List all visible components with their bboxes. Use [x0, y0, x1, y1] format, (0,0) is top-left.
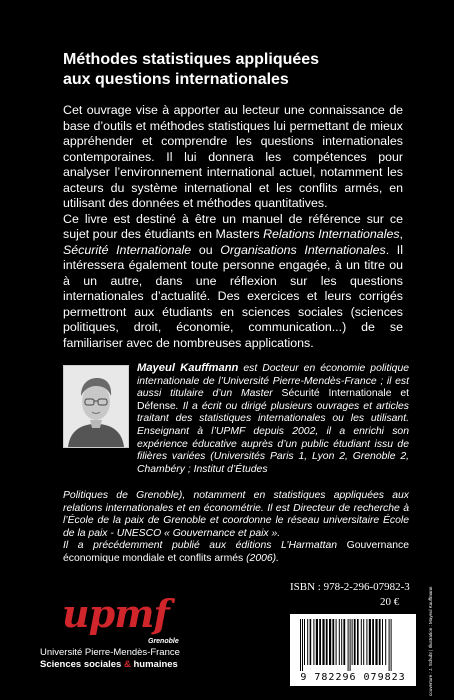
previous-book-title: Gouvernance économique mondiale et conflits armés	[63, 540, 409, 564]
barcode	[290, 614, 416, 686]
barcode-bar	[366, 619, 367, 665]
barcode-bar	[300, 619, 301, 671]
barcode-bar	[313, 619, 314, 665]
barcode-bar	[361, 619, 362, 665]
publisher-logo	[40, 591, 200, 700]
barcode-bar	[341, 619, 342, 665]
barcode-bar	[316, 619, 318, 665]
author-bio-text: est Docteur en économie politique internationale de l’Université Pierre-Mendès-France ; il est aussi titulaire d’un Master	[137, 363, 409, 400]
barcode-bar	[343, 619, 345, 665]
author-bio-text: Politiques de Grenoble), notamment en statistiques appliquées aux relations internationales et en économétrie. Il est Directeur de recherche à l’École de la paix de Grenoble et coordonne le réseau universitaire École de la paix - UNESCO « Gouvernance et paix ».	[63, 490, 409, 539]
barcode-bar	[322, 619, 324, 665]
author-bio	[137, 362, 409, 476]
barcode-bar	[352, 619, 353, 665]
barcode-bar	[336, 619, 337, 665]
tagline-ampersand: &	[123, 659, 131, 670]
barcode-bar	[391, 619, 392, 671]
cover-credits: couverture : J. Schubr | Illustration : Mayeul Kauffmann	[428, 586, 433, 696]
author-bio-continued	[63, 490, 409, 566]
isbn: ISBN : 978-2-296-07982-3	[290, 581, 410, 593]
barcode-bar	[307, 619, 308, 665]
blurb-paragraph-2	[63, 212, 403, 352]
blurb-italic: Relations Internationales	[263, 227, 400, 241]
barcode-bar	[332, 619, 334, 665]
university-tagline	[40, 659, 178, 670]
barcode-bar	[382, 619, 383, 665]
barcode-bar	[369, 619, 371, 665]
price: 20 €	[380, 596, 400, 608]
blurb-paragraph-1: Cet ouvrage vise à apporter au lecteur une connaissance de base d’outils et méthodes statistiques lui permettant de mieux appréhender et comprendre les questions internationales contemporaines. Il lui donnera les compétences pour analyser l’environnement international actuel, notamment les acteurs du système international et les conflits armés, en utilisant des données et méthodes quantitatives.	[63, 103, 403, 210]
tagline-text: humaines	[130, 659, 178, 670]
university-name: Université Pierre-Mendès-France	[40, 647, 180, 658]
upmf-logo-city: Grenoble	[148, 638, 179, 645]
upmf-logo-wordmark: upmf	[62, 591, 169, 636]
barcode-bar	[354, 619, 356, 665]
author-bio-previous-book	[63, 540, 409, 565]
barcode-bar	[357, 619, 359, 665]
barcode-bar	[319, 619, 321, 665]
blurb-italic: Organisations Internationales	[220, 242, 386, 257]
book-title-line1: Méthodes statistiques appliquées	[63, 51, 320, 68]
barcode-bar	[329, 619, 331, 665]
barcode-bar	[348, 619, 349, 671]
blurb-text: . Il intéressera également toute personne engagée, à un titre ou à un autre, dans une réflexion sur les questions internationales d’actualité. Des exercices et leurs corrigés permettront aux étudiants en sciences sociales (sciences politiques, droit, économie, communication...) de se familiariser avec de nombreuses applications.	[63, 242, 403, 350]
author-bio-text: (2006).	[243, 552, 280, 564]
book-blurb	[63, 103, 403, 351]
book-title-line2: aux questions internationales	[63, 71, 289, 88]
barcode-bar	[385, 619, 386, 665]
tagline-text: Sciences sociales	[40, 659, 124, 670]
barcode-bar	[372, 619, 374, 665]
barcode-bar	[375, 619, 377, 665]
author-name: Mayeul Kauffmann	[137, 362, 239, 374]
author-photo	[63, 365, 129, 448]
blurb-text: ,	[399, 227, 403, 241]
barcode-bar	[302, 619, 303, 671]
blurb-italic: Sécurité Internationale	[63, 242, 192, 257]
blurb-text: ou	[191, 242, 221, 257]
barcode-bar	[363, 619, 364, 665]
author-bio-text: Sécurité Internationale et Défense	[137, 388, 409, 412]
book-title	[63, 50, 403, 90]
barcode-number: 9 782296 079823	[300, 672, 406, 683]
author-portrait-illustration	[64, 366, 128, 447]
author-bio-text: . Il a écrit ou dirigé plusieurs ouvrages et articles traitant des statistiques internationales ou les utilisant. Enseignant à l’UPMF depuis 2002, il a enrichi son expérience éducative auprès d’un public étudiant issu de filières variées (Universités Paris 1, Lyon 2, Grenoble 2, Chambéry ; Institut d’Études	[137, 400, 409, 475]
barcode-bar	[379, 619, 381, 665]
blurb-text: Ce livre est destiné à être un manuel de référence sur ce sujet pour des étudiants en Masters	[63, 211, 403, 241]
barcode-bar	[339, 619, 340, 665]
author-bio-text: Il a précédemment publié aux éditions L’Harmattan	[63, 540, 347, 552]
barcode-bar	[350, 619, 351, 671]
barcode-bars	[298, 619, 408, 671]
barcode-bar	[389, 619, 390, 671]
barcode-bar	[304, 619, 305, 665]
barcode-bar	[326, 619, 328, 665]
barcode-bar	[310, 619, 312, 665]
